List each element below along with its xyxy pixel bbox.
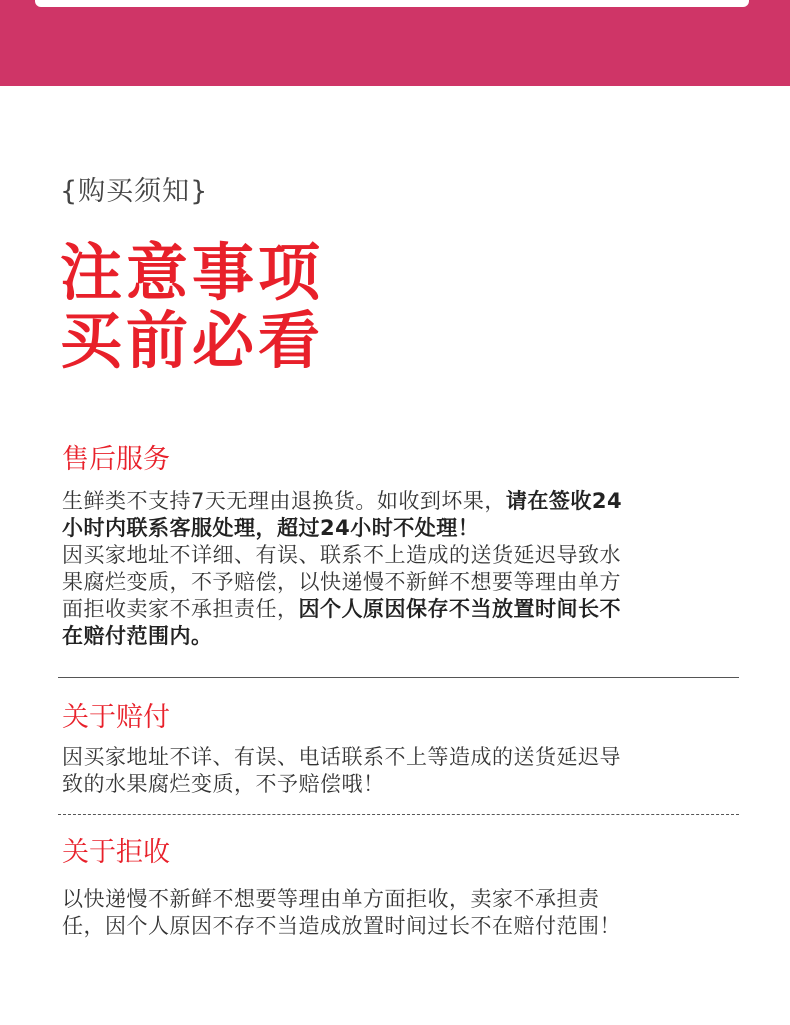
text-line: 任，因个人原因不存不当造成放置时间过长不在赔付范围！ (62, 914, 621, 938)
rejection-heading: 关于拒收 (62, 837, 170, 868)
text-line (62, 623, 742, 650)
section-divider-solid (58, 677, 739, 678)
compensation-heading: 关于赔付 (62, 702, 170, 733)
after-sales-text (62, 488, 742, 650)
bold-text-span: 在赔付范围内。 (62, 624, 213, 648)
text-span: 果腐烂变质，不予赔偿，以快递慢不新鲜不想要等理由单方 (62, 570, 621, 594)
text-line: 致的水果腐烂变质，不予赔偿哦！ (62, 772, 385, 796)
header-card-edge (35, 0, 749, 7)
text-span: 面拒收卖家不承担责任， (62, 597, 299, 621)
title-line-1: 注意事项 (60, 236, 325, 309)
purchase-notice-subtitle: {购买须知} (60, 176, 209, 207)
after-sales-heading: 售后服务 (62, 444, 170, 475)
text-line (62, 596, 742, 623)
text-line (62, 569, 742, 596)
text-line (62, 515, 742, 542)
text-line: 因买家地址不详、有误、电话联系不上等造成的送货延迟导 (62, 745, 621, 769)
text-line (62, 542, 742, 569)
header-band (0, 0, 790, 86)
bold-text-span: 因个人原因保存不当放置时间长不 (298, 597, 621, 621)
bold-text-span: 请在签收24 (505, 489, 623, 513)
text-span: 生鲜类不支持7天无理由退换货。如收到坏果， (62, 489, 506, 513)
section-divider-dashed (58, 814, 739, 815)
text-line (62, 488, 742, 515)
text-line: 以快递慢不新鲜不想要等理由单方面拒收，卖家不承担责 (62, 887, 600, 911)
compensation-text (62, 744, 742, 798)
text-span: 因买家地址不详细、有误、联系不上造成的送货延迟导致水 (62, 543, 621, 567)
bold-text-span: 小时内联系客服处理，超过24小时不处理！ (62, 516, 480, 540)
rejection-text (62, 886, 742, 940)
title-line-2: 买前必看 (60, 304, 325, 377)
